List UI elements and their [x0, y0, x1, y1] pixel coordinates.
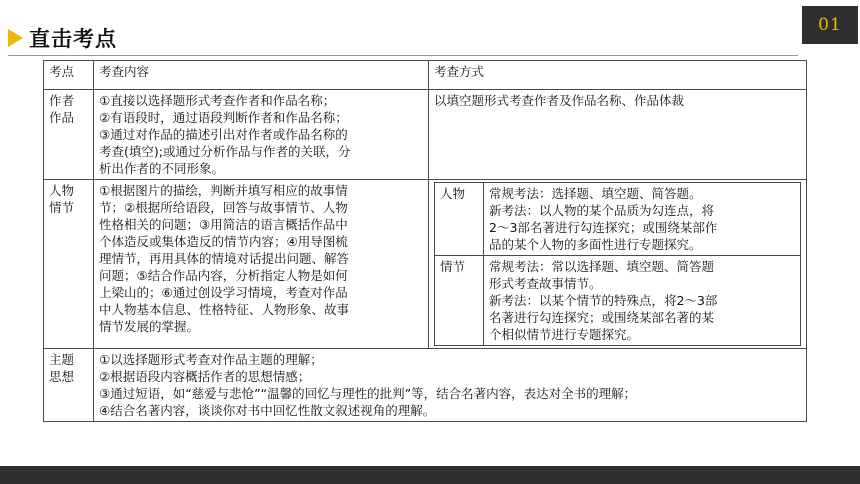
- row-label: 人物 情节: [44, 180, 94, 349]
- table-header-row: [44, 61, 807, 90]
- method-label: 人物: [435, 183, 484, 256]
- method-subtable: [434, 182, 801, 346]
- method-text: 常规考法：选择题、填空题、简答题。 新考法：以人物的某个品质为勾连点，将 2～3部名著进行勾连探究；或围绕某部作 品的某个人物的多面性进行专题探究。: [484, 183, 801, 256]
- triangle-marker-icon: [8, 29, 23, 47]
- method-text: 常规考法：常以选择题、填空题、简答题 形式考查故事情节。 新考法：以某个情节的特殊点，将2～3部 名著进行勾连探究；或围绕某部名著的某 个相似情节进行专题探究。: [484, 256, 801, 346]
- row-content-wide: ①以选择题形式考查对作品主题的理解； ②根据语段内容概括作者的思想情感； ③通过短语，如“慈爱与悲怆”“温馨的回忆与理性的批判”等，结合名著内容，表达对全书的理解； ④结合名著内容，谈谈你对书中回忆性散文叙述视角的理解。: [94, 349, 807, 422]
- row-label: 作者 作品: [44, 90, 94, 180]
- method-label: 情节: [435, 256, 484, 346]
- header-cell-point: 考点: [44, 61, 94, 90]
- row-method: 以填空题形式考查作者及作品名称、作品体裁: [429, 90, 807, 180]
- method-row-plot: [435, 256, 801, 346]
- row-content: ①直接以选择题形式考查作者和作品名称； ②有语段时，通过语段判断作者和作品名称； ③通过对作品的描述引出对作者或作品名称的 考查(填空);或通过分析作品与作者的关联，分 析出作者的不同形象。: [94, 90, 429, 180]
- method-row-character: [435, 183, 801, 256]
- section-header: [8, 24, 117, 52]
- bottom-bar: [0, 466, 860, 484]
- header-cell-content: 考查内容: [94, 61, 429, 90]
- row-content: ①根据图片的描绘，判断并填写相应的故事情 节；②根据所给语段，回答与故事情节、人物 性格相关的问题；③用简洁的语言概括作品中 个体造反或集体造反的情节内容；④用导图梳 理情节，再用具体的情境对话提出问题、解答 问题；⑤结合作品内容，分析指定人物是如何 上梁山的；⑥通过创设学习情境，考查对作品 中人物基本信息、性格特征、人物形象、故事 情节发展的掌握。: [94, 180, 429, 349]
- table-row-author: [44, 90, 807, 180]
- page-title: 直击考点: [29, 27, 117, 51]
- row-method-split: [429, 180, 807, 349]
- table-row-plot: [44, 180, 807, 349]
- page-number-badge: 01: [802, 6, 858, 44]
- title-underline: [8, 55, 798, 56]
- header-cell-method: 考查方式: [429, 61, 807, 90]
- row-label: 主题 思想: [44, 349, 94, 422]
- table-row-theme: [44, 349, 807, 422]
- exam-points-table: [43, 60, 807, 422]
